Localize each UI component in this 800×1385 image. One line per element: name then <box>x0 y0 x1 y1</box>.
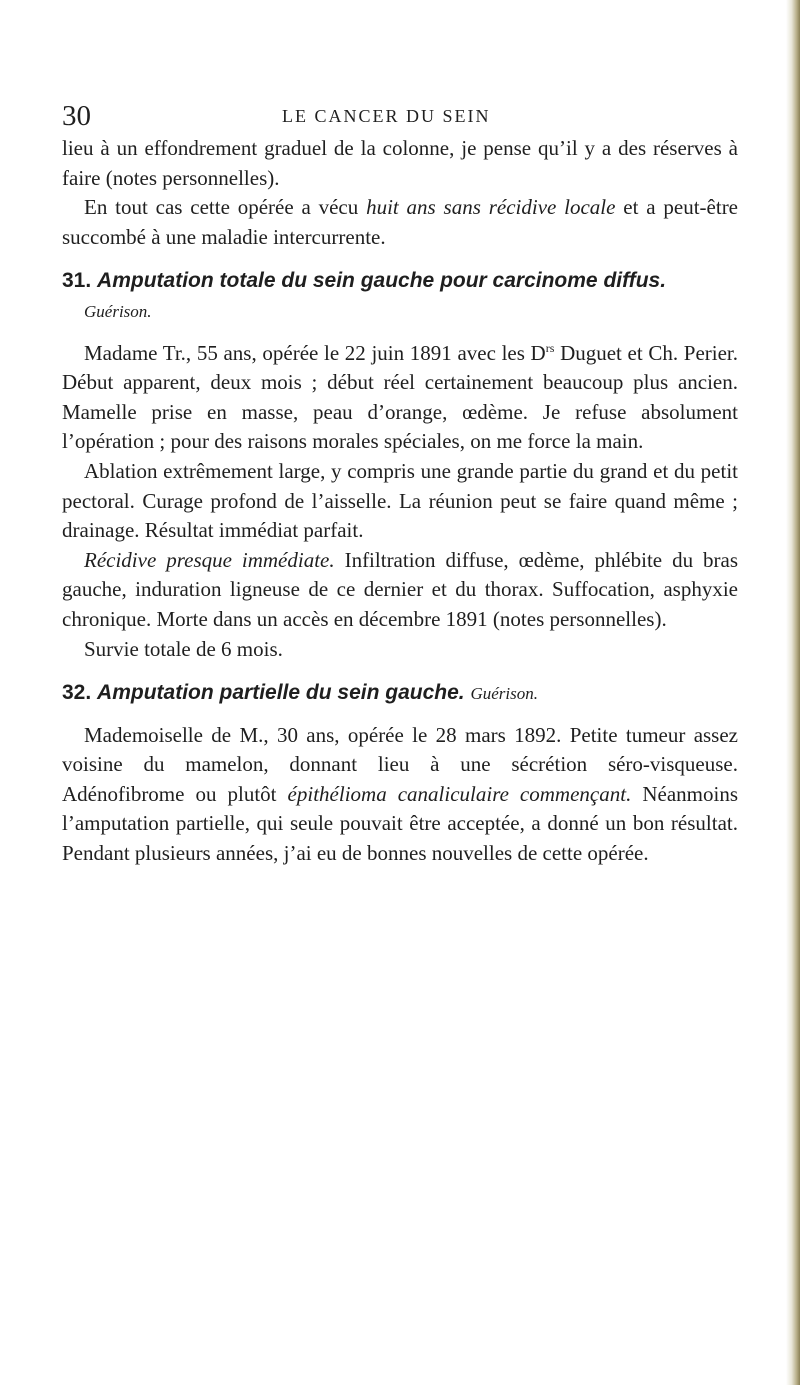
book-page <box>62 100 738 869</box>
case-31-paragraph-2: Ablation extrêmement large, y compris une grande partie du grand et du petit pectoral. Curage profond de l’aisselle. La réunion peut se faire quand même ; drainage. Résultat immédiat parfait. <box>62 458 738 543</box>
case-32-number: 32. <box>62 681 92 705</box>
emphasis-text: Récidive presque immédiate. <box>84 547 335 572</box>
emphasis-text: épithélioma canaliculaire commençant. <box>287 781 632 806</box>
case-31-paragraph-1: Madame Tr., 55 ans, opérée le 22 juin 1891 avec les $D^{rs}$ Duguet et Ch. Perier. Début apparent, deux mois ; début réel certainement beaucoup plus ancien. Mamelle prise en masse, peau d’orange, œdème. Je refuse absolument l’opération ; pour des raisons morales spéciales, on me force la main. <box>62 340 739 454</box>
case-32-title: Amputation partielle du sein gauche. <box>97 681 465 705</box>
page-number: 30 <box>62 100 91 132</box>
case-31-result: Guérison. <box>84 301 152 321</box>
case-32-heading <box>62 678 738 709</box>
page-header <box>62 100 738 130</box>
case-31-number: 31. <box>62 269 92 293</box>
case-31-paragraph-4: Survie totale de 6 mois. <box>84 636 283 661</box>
case-32-result: Guérison. <box>470 684 538 704</box>
emphasis-text: huit ans sans récidive locale <box>366 195 616 220</box>
case-31-heading <box>62 266 738 326</box>
case-31-title: Amputation totale du sein gauche pour carcinome diffus. <box>97 269 667 293</box>
case-31-paragraph-3: Récidive presque immédiate. Infiltration diffuse, œdème, phlébite du bras gauche, induration ligneuse de ce dernier et du thorax. Suffocation, asphyxie chronique. Morte dans un accès en décembre 1891 (notes personnelles). <box>62 547 739 631</box>
page-edge-shadow <box>786 0 800 1385</box>
running-head: LE CANCER DU SEIN <box>282 106 491 126</box>
paragraph-conclusion: En tout cas cette opérée a vécu huit ans sans récidive locale et a peut-être succombé à une maladie intercurrente. <box>62 195 739 249</box>
paragraph-continuation: lieu à un effondrement graduel de la colonne, je pense qu’il y a des réserves à faire (notes personnelles). <box>62 136 738 190</box>
case-32-paragraph-1: Mademoiselle de M., 30 ans, opérée le 28 mars 1892. Petite tumeur assez voisine du mamelon, donnant lieu à une sécrétion séro-visqueuse. Adénofibrome ou plutôt épithélioma canaliculaire commençant. Néanmoins l’amputation partielle, qui seule pouvait être acceptée, a donné un bon résultat. Pendant plusieurs années, j’ai eu de bonnes nouvelles de cette opérée. <box>62 722 739 866</box>
